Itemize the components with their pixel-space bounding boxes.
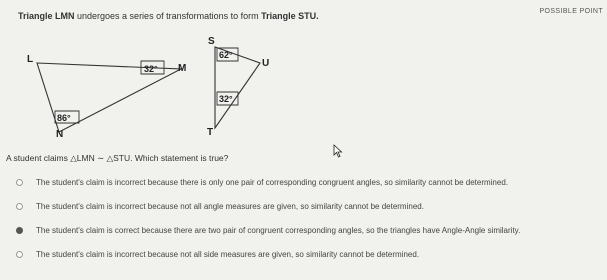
prompt-triangle-stu: Triangle STU. (261, 11, 319, 21)
answer-option-4[interactable] (16, 248, 606, 260)
answer-option-text: The student's claim is correct because there are two pair of congruent corresponding angles, so the triangles have Angle-Angle similarity. (36, 225, 521, 235)
vertex-t-label: T (207, 127, 214, 138)
vertex-l-label: L (27, 54, 34, 65)
prompt-middle: undergoes a series of transformations to form (74, 11, 262, 21)
radio-button[interactable] (16, 251, 23, 258)
vertex-u-label: U (262, 58, 270, 69)
answer-option-text: The student's claim is incorrect because there is only one pair of corresponding congruent angles, so similarity cannot be determined. (36, 177, 508, 187)
vertex-n-label: N (56, 129, 64, 140)
mouse-cursor-icon (333, 144, 343, 158)
answer-option-1[interactable] (16, 176, 606, 188)
angle-m-label: 32° (144, 64, 158, 74)
radio-button-selected[interactable] (16, 227, 23, 234)
angle-s-label: 62° (219, 50, 233, 60)
angle-n-label: 86° (57, 113, 71, 123)
answer-options (16, 176, 606, 272)
vertex-s-label: S (208, 36, 215, 47)
radio-button[interactable] (16, 203, 23, 210)
radio-button[interactable] (16, 179, 23, 186)
answer-option-text: The student's claim is incorrect because not all side measures are given, so similarity cannot be determined. (36, 249, 420, 259)
question-text: A student claims △LMN ∼ △STU. Which statement is true? (6, 153, 229, 163)
prompt-triangle-lmn: Triangle LMN (18, 11, 75, 21)
vertex-m-label: M (178, 63, 187, 74)
answer-option-3[interactable] (16, 224, 606, 236)
angle-u-label: 32° (219, 94, 233, 104)
answer-option-text: The student's claim is incorrect because not all angle measures are given, so similarity cannot be determined. (36, 201, 424, 211)
possible-points-label: POSSIBLE POINT (539, 8, 603, 15)
answer-option-2[interactable] (16, 200, 606, 212)
